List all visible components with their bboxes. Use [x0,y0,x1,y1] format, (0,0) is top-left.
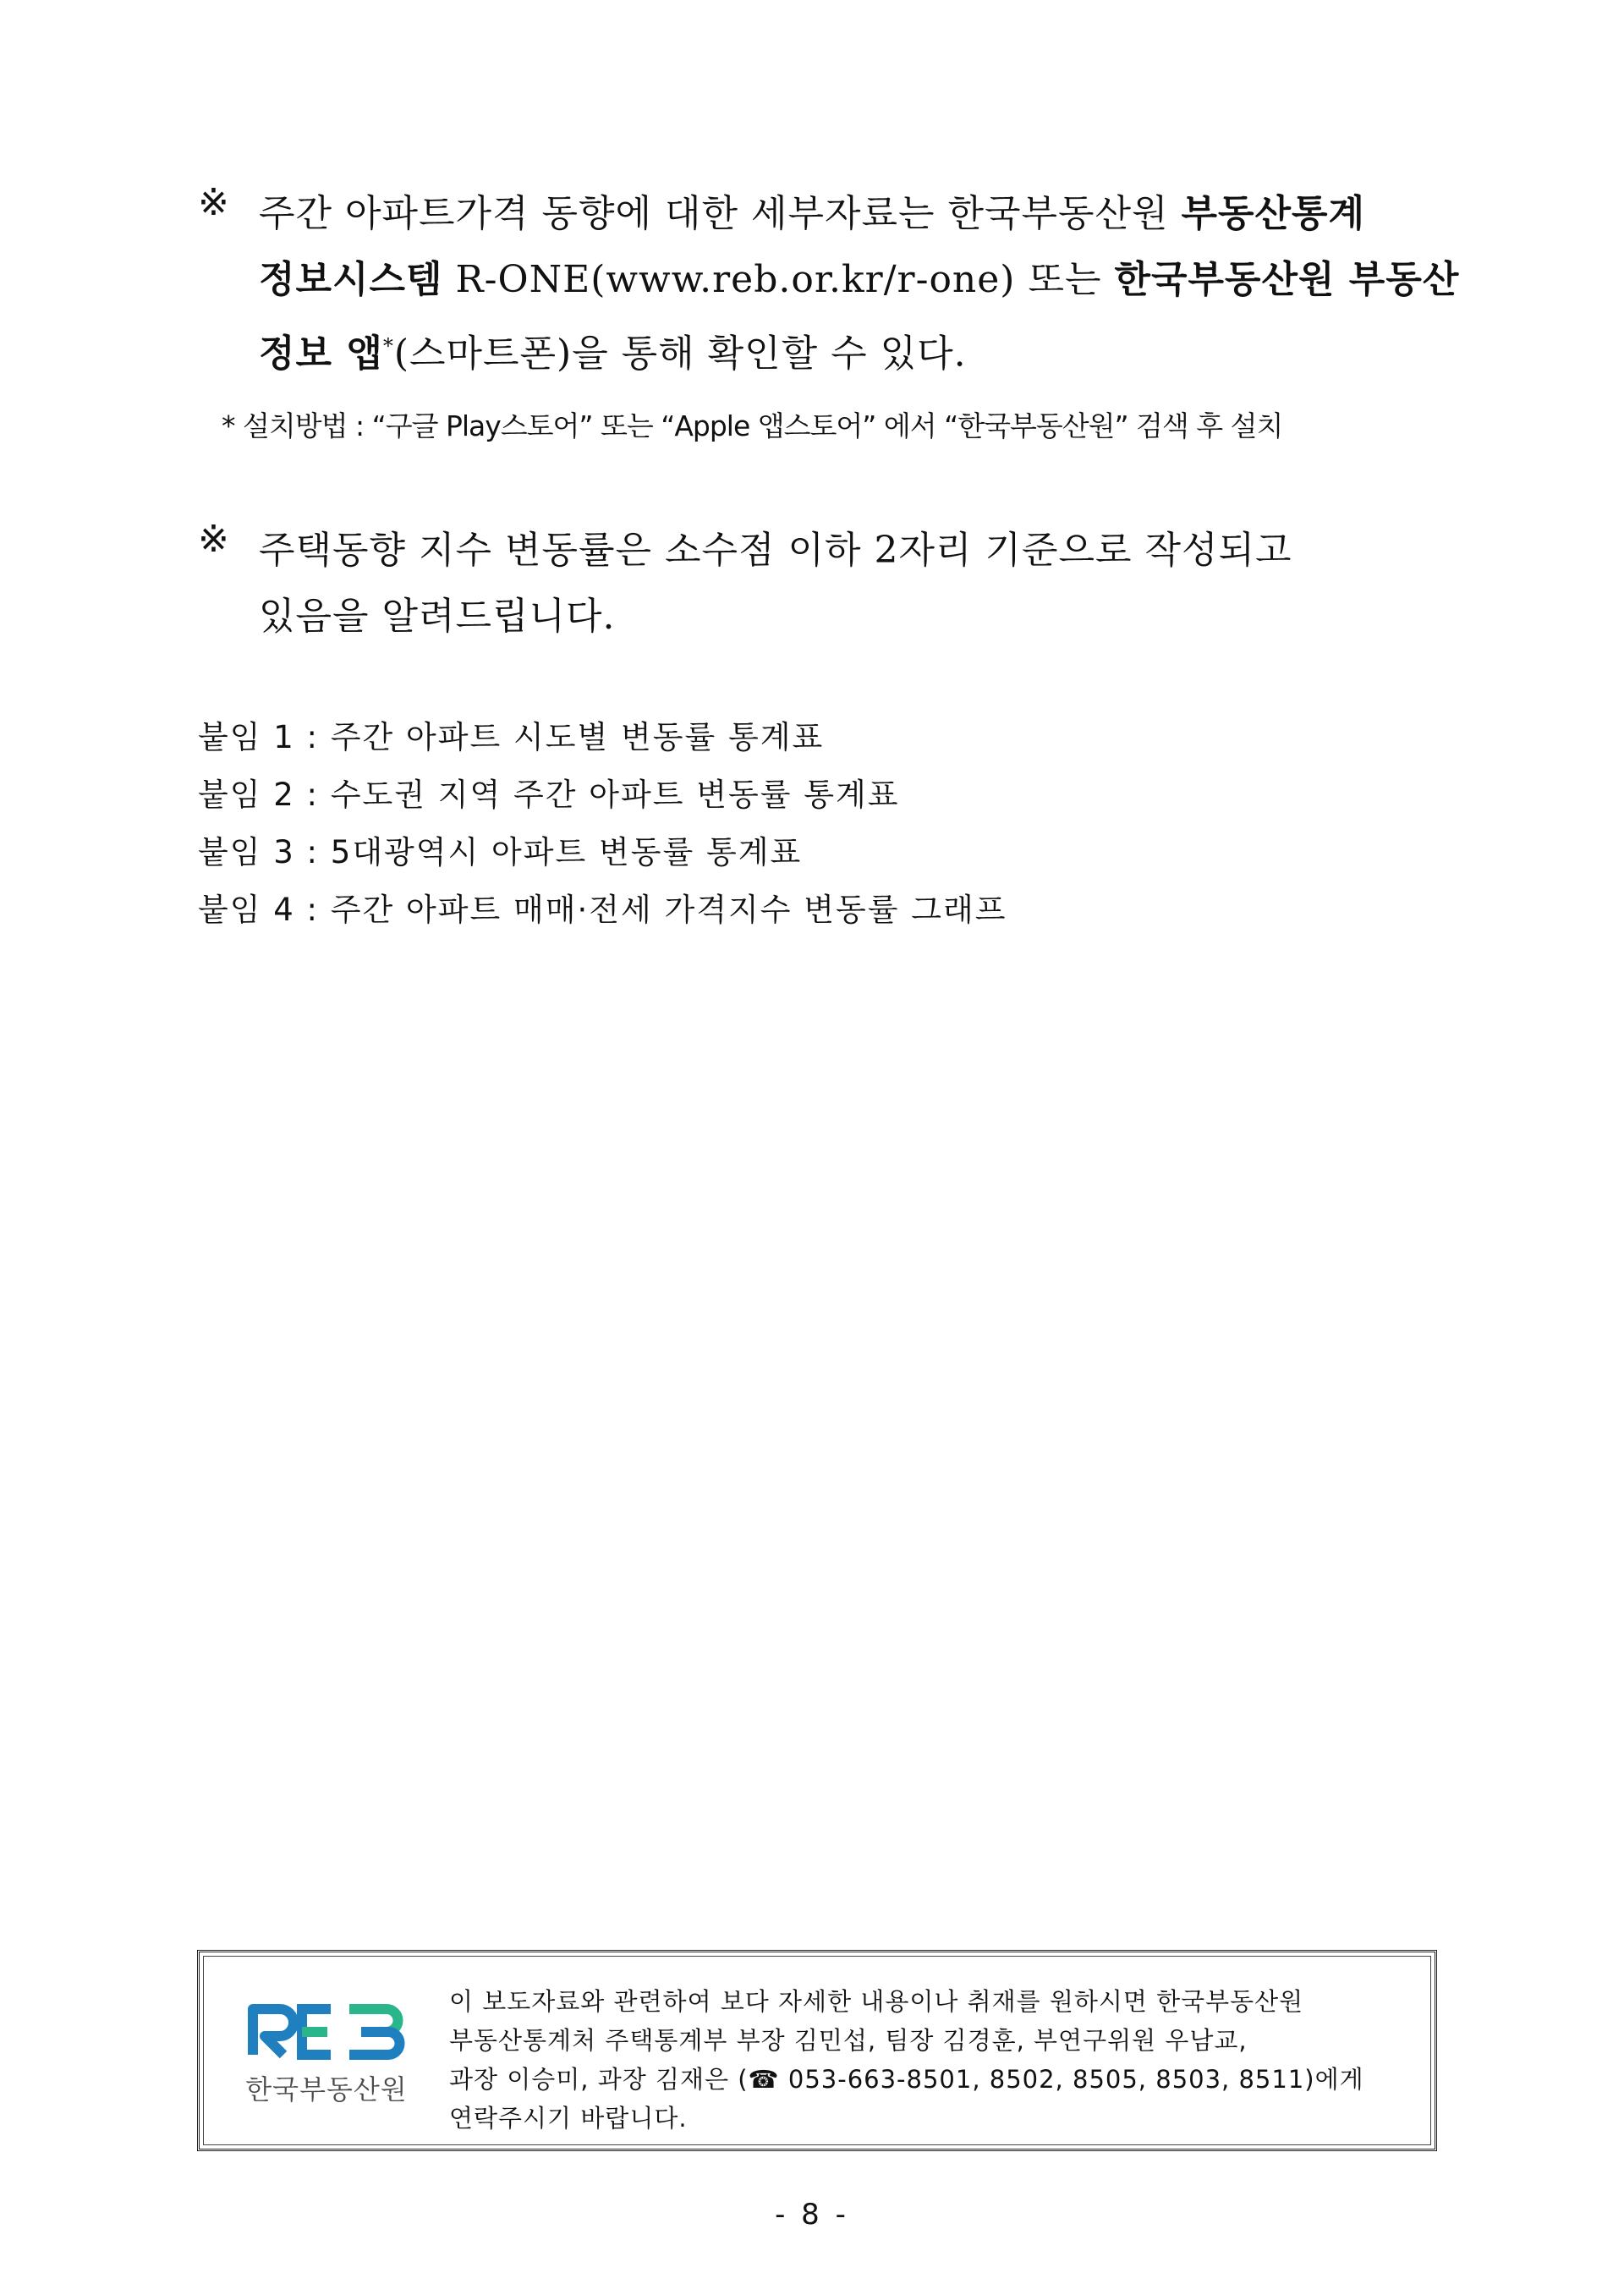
reb-logo-icon [246,2001,407,2060]
contact-line: 연락주시기 바랍니다. [449,2104,688,2133]
notice-paragraph-statistics [198,181,1460,387]
r-one-url: R-ONE(www.reb.or.kr/r-one) 또는 [442,258,1115,301]
attachment-list [198,709,1007,939]
notice-line-3: 정보 앱*(스마트폰)을 통해 확인할 수 있다. [259,332,967,376]
contact-box [197,1950,1437,2151]
attachment-item: 붙임 1 : 주간 아파트 시도별 변동률 통계표 [198,719,825,755]
notice-line-1: 주간 아파트가격 동향에 대한 세부자료는 한국부동산원 부동산통계 [259,192,1366,235]
attachment-item: 붙임 4 : 주간 아파트 매매·전세 가격지수 변동률 그래프 [198,892,1007,928]
r-one-system-name: 부동산통계 [1181,192,1366,235]
contact-line: 과장 이승미, 과장 김재은 (☎ 053-663-8501, 8502, 8505, 8503, 8511)에게 [449,2065,1364,2094]
notice-line-2: 정보시스템 R-ONE(www.reb.or.kr/r-one) 또는 한국부동산원 부동산 [259,258,1460,301]
reb-logo [229,2001,424,2119]
install-footnote: * 설치방법 : “구글 Play스토어” 또는 “Apple 앱스토어” 에서 “한국부동산원” 검색 후 설치 [222,409,1283,442]
reference-mark: ※ [198,181,229,224]
reference-mark: ※ [198,518,229,561]
contact-text [449,1982,1413,2138]
contact-line: 부동산통계처 주택통계부 부장 김민섭, 팀장 김경훈, 부연구위원 우남교, [449,2026,1248,2055]
reb-logo-text: 한국부동산원 [245,2073,408,2106]
footnote-mark: * [382,334,394,358]
notice-paragraph-decimal [198,518,1441,650]
page-number: - 8 - [775,2198,849,2232]
contact-line: 이 보도자료와 관련하여 보다 자세한 내용이나 취재를 원하시면 한국부동산원 [449,1987,1304,2016]
attachment-item: 붙임 3 : 5대광역시 아파트 변동률 통계표 [198,834,803,870]
reb-app-name: 한국부동산원 부동산 [1114,258,1460,301]
notice-line-2: 있음을 알려드립니다. [259,595,616,638]
notice-line-1: 주택동향 지수 변동률은 소수점 이하 2자리 기준으로 작성되고 [259,529,1292,572]
attachment-item: 붙임 2 : 수도권 지역 주간 아파트 변동률 통계표 [198,777,900,813]
